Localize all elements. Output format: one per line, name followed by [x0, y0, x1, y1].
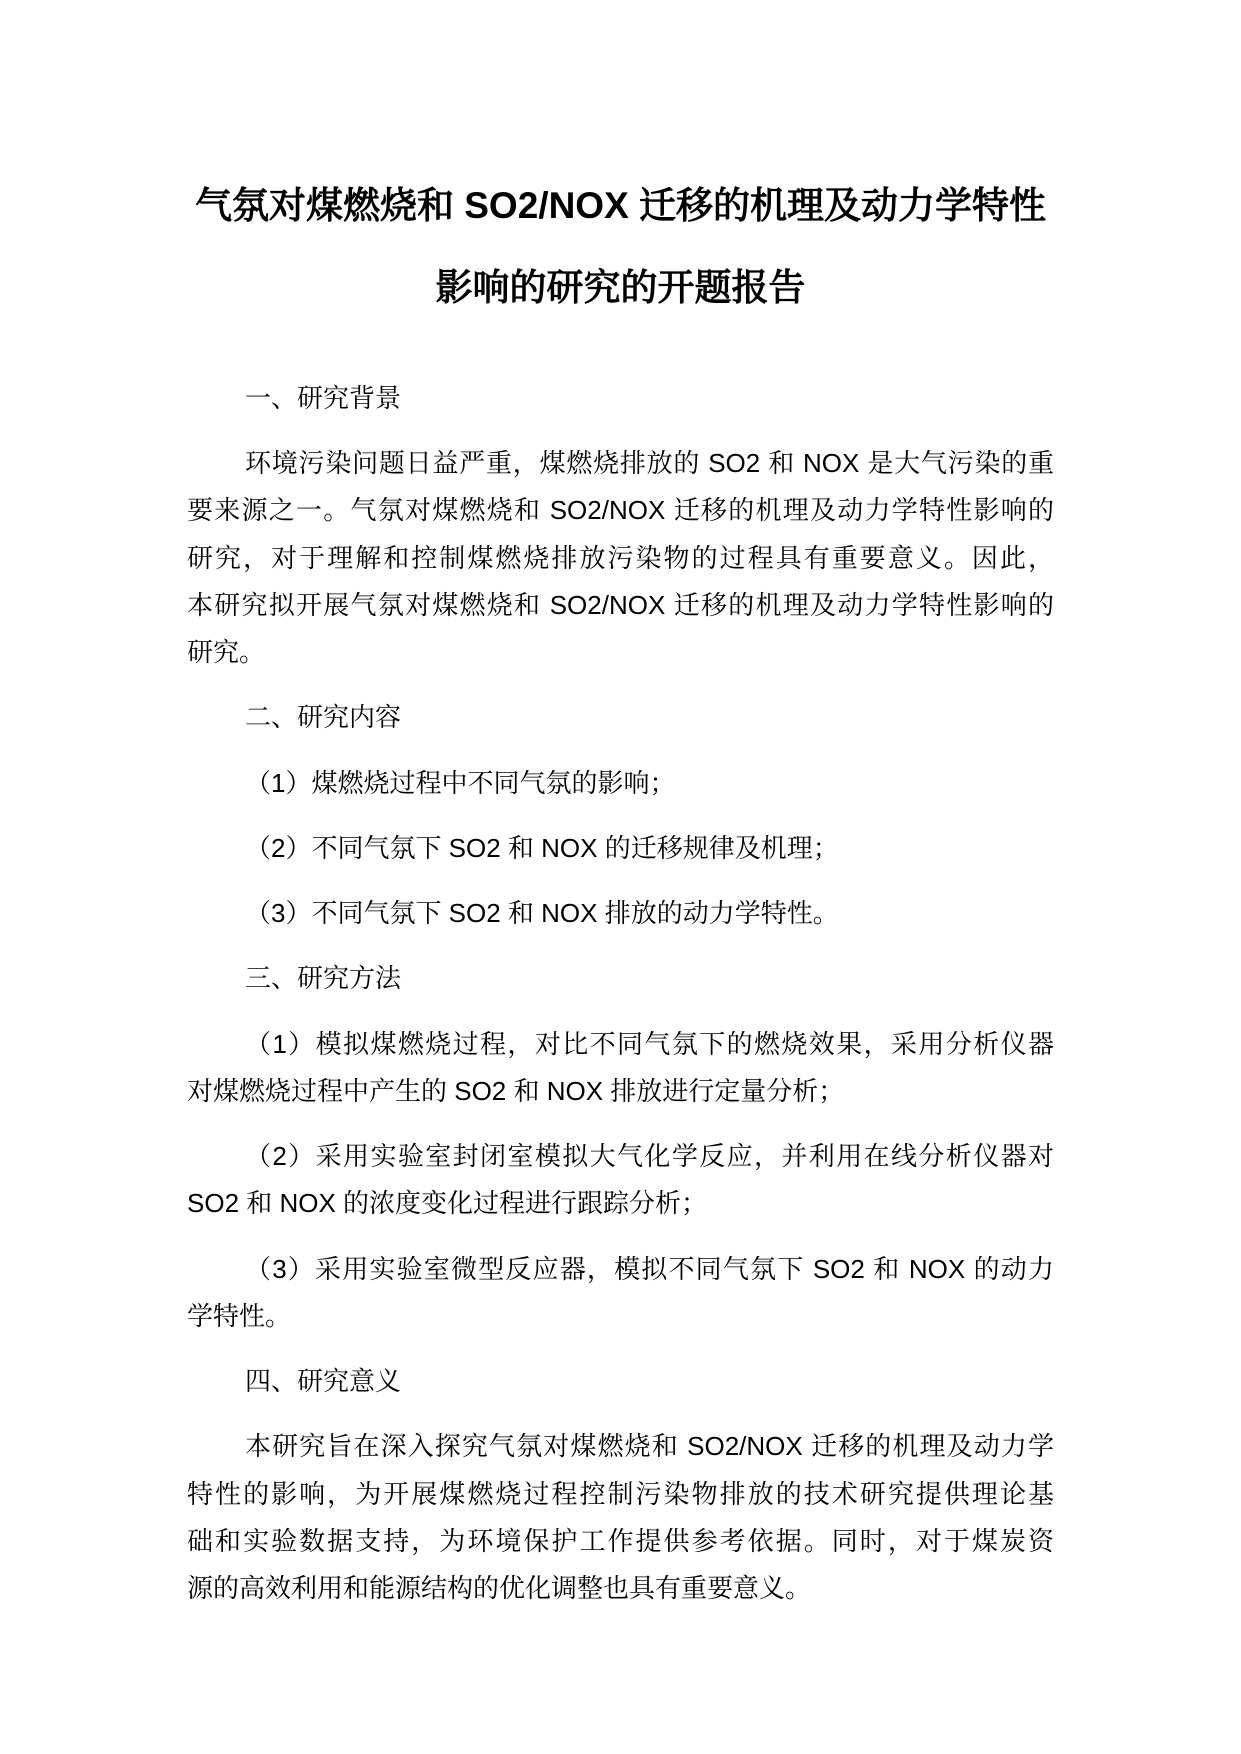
paragraph: [187, 1423, 1054, 1612]
paragraph-line: （2）采用实验室封闭室模拟大气化学反应，并利用在线分析仪器对: [245, 1141, 1054, 1172]
paragraph-line: 本研究拟开展气氛对煤燃烧和 SO2/NOX 迁移的机理及动力学特性影响的: [187, 589, 1054, 620]
section-heading-text: 二、研究内容: [245, 702, 402, 733]
paragraph-line: （3）不同气氛下 SO2 和 NOX 排放的动力学特性。: [245, 898, 839, 929]
section-research-significance: [187, 1358, 1054, 1612]
section-heading-text: 四、研究意义: [245, 1366, 402, 1397]
paragraph-line: （1）煤燃烧过程中不同气氛的影响；: [245, 767, 676, 798]
paragraph-line: 研究，对于理解和控制煤燃烧排放污染物的过程具有重要意义。因此，: [187, 542, 1054, 573]
list-item: [187, 1246, 1054, 1340]
paragraph-line: 要来源之一。气氛对煤燃烧和 SO2/NOX 迁移的机理及动力学特性影响的: [187, 495, 1054, 526]
paragraph-line: 研究。: [187, 637, 266, 668]
title-line: 影响的研究的开题报告: [435, 267, 806, 308]
list-item: [187, 1133, 1054, 1227]
list-item: [187, 760, 1054, 807]
list-item: [187, 1021, 1054, 1115]
section-heading: [187, 955, 1054, 1002]
paragraph-line: 本研究旨在深入探究气氛对煤燃烧和 SO2/NOX 迁移的机理及动力学: [245, 1431, 1054, 1462]
section-heading-text: 一、研究背景: [245, 383, 402, 413]
paragraph-line: SO2 和 NOX 的浓度变化过程进行跟踪分析；: [187, 1188, 708, 1219]
section-heading: [187, 1358, 1054, 1405]
paragraph-line: （3）采用实验室微型反应器，模拟不同气氛下 SO2 和 NOX 的动力: [245, 1253, 1054, 1284]
section-research-background: [187, 375, 1054, 676]
paragraph-line: 础和实验数据支持，为环境保护工作提供参考依据。同时，对于煤炭资: [187, 1525, 1054, 1556]
paragraph: [187, 440, 1054, 676]
paragraph-line: 学特性。: [187, 1300, 292, 1331]
paragraph-line: 特性的影响，为开展煤燃烧过程控制污染物排放的技术研究提供理论基: [187, 1478, 1054, 1509]
paragraph-line: 对煤燃烧过程中产生的 SO2 和 NOX 排放进行定量分析；: [187, 1075, 845, 1106]
section-heading: [187, 375, 1054, 422]
paragraph-line: 环境污染问题日益严重，煤燃烧排放的 SO2 和 NOX 是大气污染的重: [245, 448, 1054, 479]
section-research-content: [187, 694, 1054, 937]
section-heading-text: 三、研究方法: [245, 963, 402, 994]
section-research-methods: [187, 955, 1054, 1340]
paragraph-line: 源的高效利用和能源结构的优化调整也具有重要意义。: [187, 1572, 812, 1603]
section-heading: [187, 694, 1054, 741]
document-body: [187, 375, 1054, 1630]
list-item: [187, 825, 1054, 872]
list-item: [187, 890, 1054, 937]
paragraph-line: （1）模拟煤燃烧过程，对比不同气氛下的燃烧效果，采用分析仪器: [245, 1028, 1054, 1059]
paragraph-line: （2）不同气氛下 SO2 和 NOX 的迁移规律及机理；: [245, 832, 839, 863]
title-line: 气氛对煤燃烧和 SO2/NOX 迁移的机理及动力学特性: [194, 185, 1047, 226]
document-title: [187, 165, 1054, 329]
